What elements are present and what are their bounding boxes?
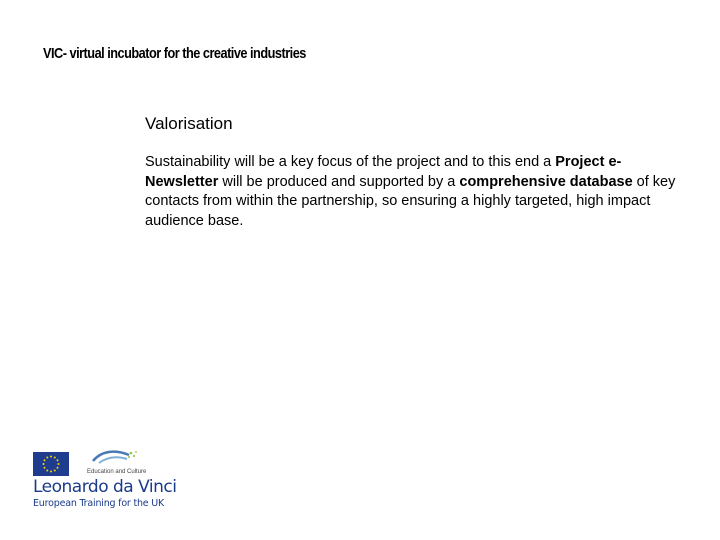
page-header-title: VIC- virtual incubator for the creative industries <box>43 45 306 62</box>
ec-caption: Education and Culture <box>87 469 147 475</box>
body-paragraph <box>145 153 685 231</box>
eu-flag-icon <box>33 452 69 476</box>
paragraph-bold-segment: Project e-Newsletter <box>145 154 622 190</box>
paragraph-text-segment: will be produced and supported by a <box>218 173 460 190</box>
paragraph-text-segment: of key contacts from within the partnership, so ensuring a highly targeted, high impact audience base. <box>145 173 676 229</box>
programme-subtitle: European Training for the UK <box>33 498 165 509</box>
paragraph-bold-segment: comprehensive database <box>459 173 633 190</box>
programme-name: Leonardo da Vinci <box>33 477 177 497</box>
programme-logo-block <box>33 447 177 517</box>
section-heading: Valorisation <box>145 114 233 133</box>
paragraph-text-segment: Sustainability will be a key focus of the project and to this end a <box>145 154 556 170</box>
